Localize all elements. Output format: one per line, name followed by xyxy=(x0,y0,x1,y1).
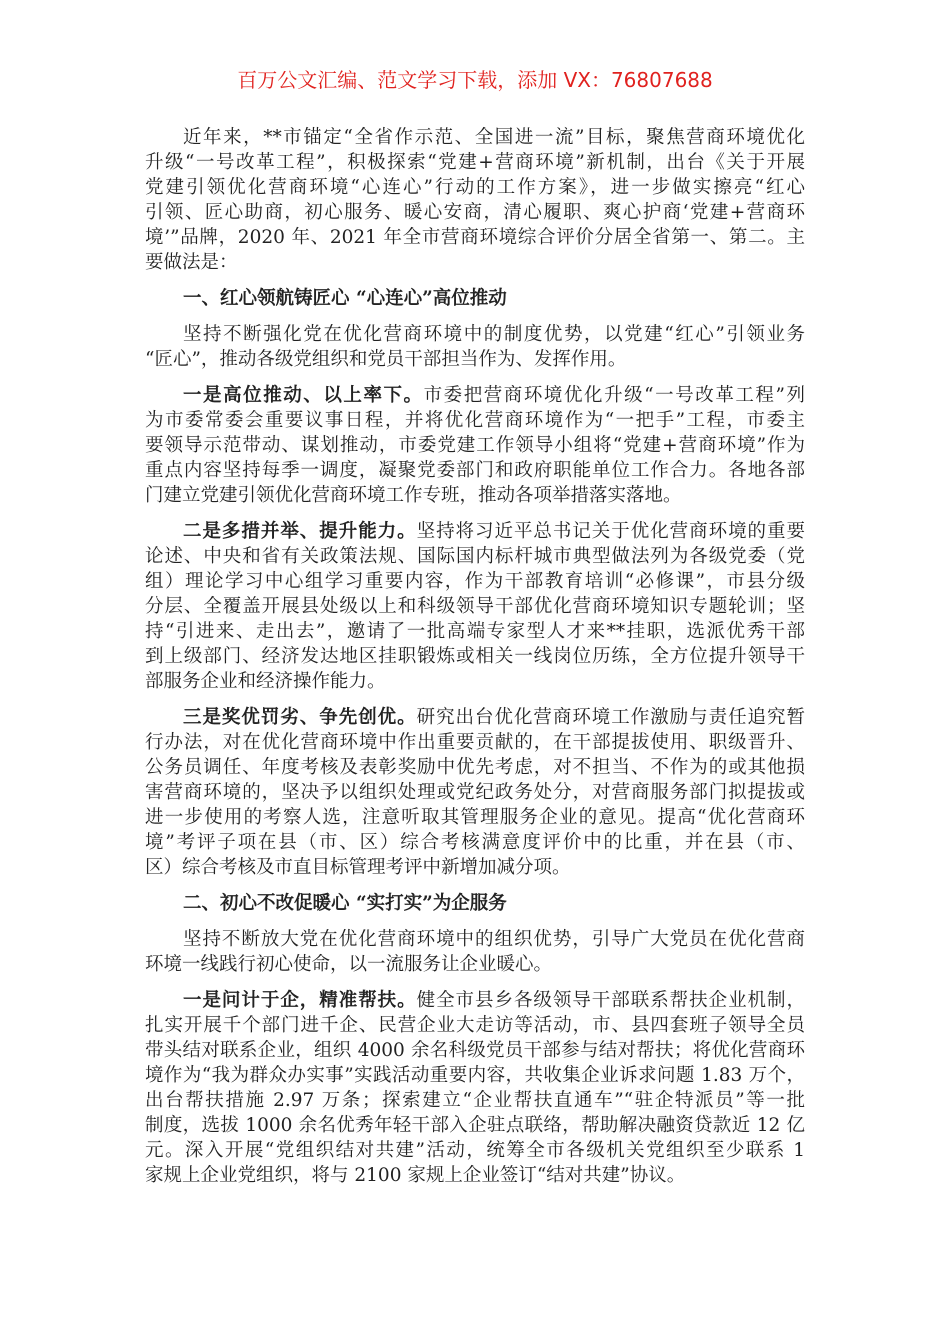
line-text: 升级“一号改革工程”，积极探索“党建+营商环境”新机制，出台《关于开展 xyxy=(145,152,805,173)
line-text: 行办法，对在优化营商环境中作出重要贡献的，在干部提拔使用、职级晋升、 xyxy=(145,732,805,753)
paragraph xyxy=(145,927,805,977)
text-line xyxy=(145,952,805,977)
line-text: 坚持不断放大党在优化营商环境中的组织优势，引导广大党员在优化营商 xyxy=(183,929,805,950)
line-text: 健全市县乡各级领导干部联系帮扶企业机制， xyxy=(416,990,805,1011)
text-line xyxy=(145,1038,805,1063)
line-text: 制度，选拔 1000 余名优秀年轻干部入企驻点联络，帮助解决融资贷款近 12 亿 xyxy=(145,1115,805,1136)
line-text: 一、红心领航铸匠心 “心连心”高位推动 xyxy=(183,288,507,309)
paragraph-lead: 一是高位推动、以上率下。 xyxy=(183,385,424,406)
text-line xyxy=(145,755,805,780)
text-line xyxy=(145,544,805,569)
text-line xyxy=(145,286,805,311)
line-text: 为市委常委会重要议事日程，并将优化营商环境作为“一把手”工程，市委主 xyxy=(145,410,805,431)
line-text: 门建立党建引领优化营商环境工作专班，推动各项举措落实落地。 xyxy=(145,485,682,506)
text-line xyxy=(145,125,805,150)
text-line xyxy=(145,1163,805,1188)
line-text: 境作为“我为群众办实事”实践活动重要内容，共收集企业诉求问题 1.83 万个， xyxy=(145,1065,805,1086)
line-text: 扎实开展千个部门进千企、民营企业大走访等活动，市、县四套班子领导全员 xyxy=(145,1015,805,1036)
line-text: 组）理论学习中心组学习重要内容，作为干部教育培训“必修课”，市县分级 xyxy=(145,571,805,592)
line-text: 坚持将习近平总书记关于优化营商环境的重要 xyxy=(416,521,805,542)
text-line xyxy=(145,619,805,644)
text-line xyxy=(145,705,805,730)
line-text: 带头结对联系企业，组织 4000 余名科级党员干部参与结对帮扶；将优化营商环 xyxy=(145,1040,805,1061)
line-text: 公务员调任、年度考核及表彰奖励中优先考虑，对不担当、不作为的或其他损 xyxy=(145,757,805,778)
line-text: 论述、中央和省有关政策法规、国际国内标杆城市典型做法列为各级党委（党 xyxy=(145,546,805,567)
line-text: 要做法是： xyxy=(145,252,238,273)
text-line xyxy=(145,891,805,916)
line-text: 持“引进来、走出去”，邀请了一批高端专家型人才来**挂职，选派优秀干部 xyxy=(145,621,805,642)
paragraph-lead: 二是多措并举、提升能力。 xyxy=(183,521,417,542)
paragraph xyxy=(145,322,805,372)
text-line xyxy=(145,383,805,408)
line-text: 出台帮扶措施 2.97 万条；探索建立“企业帮扶直通车”“驻企特派员”等一批 xyxy=(145,1090,805,1111)
line-text: 进一步使用的考察人选，注意听取其管理服务企业的意见。提高“优化营商环 xyxy=(145,807,805,828)
text-line xyxy=(145,830,805,855)
line-text: 市委把营商环境优化升级“一号改革工程”列 xyxy=(423,385,805,406)
text-line xyxy=(145,175,805,200)
text-line xyxy=(145,458,805,483)
line-text: 引领、匠心助商，初心服务、暖心安商，清心履职、爽心护商‘党建+营商环 xyxy=(145,202,805,223)
line-text: 境”考评子项在县（市、区）综合考核满意度评价中的比重，并在县（市、 xyxy=(145,832,805,853)
line-text: “匠心”，推动各级党组织和党员干部担当作为、发挥作用。 xyxy=(145,349,627,370)
text-line xyxy=(145,988,805,1013)
text-line xyxy=(145,927,805,952)
line-text: 重点内容坚持每季一调度，凝聚党委部门和政府职能单位工作合力。各地各部 xyxy=(145,460,805,481)
line-text: 境’”品牌，2020 年、2021 年全市营商环境综合评价分居全省第一、第二。主 xyxy=(145,227,805,248)
line-text: 害营商环境的，坚决予以组织处理或党纪政务处分，对营商服务部门拟提拔或 xyxy=(145,782,805,803)
paragraph-lead: 一是问计于企，精准帮扶。 xyxy=(183,990,417,1011)
text-line xyxy=(145,855,805,880)
text-line xyxy=(145,347,805,372)
line-text: 研究出台优化营商环境工作激励与责任追究暂 xyxy=(416,707,805,728)
line-text: 坚持不断强化党在优化营商环境中的制度优势，以党建“红心”引领业务 xyxy=(183,324,805,345)
text-line xyxy=(145,1013,805,1038)
text-line xyxy=(145,200,805,225)
text-line xyxy=(145,730,805,755)
text-line xyxy=(145,644,805,669)
document-body xyxy=(145,125,805,1199)
line-text: 家规上企业党组织，将与 2100 家规上企业签订“结对共建”协议。 xyxy=(145,1165,686,1186)
text-line xyxy=(145,408,805,433)
line-text: 环境一线践行初心使命，以一流服务让企业暖心。 xyxy=(145,954,553,975)
line-text: 区）综合考核及市直目标管理考评中新增加减分项。 xyxy=(145,857,571,878)
line-text: 分层、全覆盖开展县处级以上和科级领导干部优化营商环境知识专题轮训；坚 xyxy=(145,596,805,617)
text-line xyxy=(145,150,805,175)
text-line xyxy=(145,250,805,275)
text-line xyxy=(145,1063,805,1088)
text-line xyxy=(145,322,805,347)
line-text: 要领导示范带动、谋划推动，市委党建工作领导小组将“党建+营商环境”作为 xyxy=(145,435,805,456)
line-text: 到上级部门、经济发达地区挂职锻炼或相关一线岗位历练，全方位提升领导干 xyxy=(145,646,805,667)
paragraph-lead: 三是奖优罚劣、争先创优。 xyxy=(183,707,417,728)
line-text: 元。深入开展“党组织结对共建”活动，统筹全市各级机关党组织至少联系 1 xyxy=(145,1140,805,1161)
section-heading xyxy=(145,286,805,311)
text-line xyxy=(145,669,805,694)
paragraph xyxy=(145,705,805,880)
watermark-banner: 百万公文汇编、范文学习下载，添加 VX：76807688 xyxy=(237,68,713,92)
text-line xyxy=(145,1138,805,1163)
text-line xyxy=(145,519,805,544)
paragraph xyxy=(145,125,805,275)
text-line xyxy=(145,433,805,458)
text-line xyxy=(145,483,805,508)
text-line xyxy=(145,780,805,805)
line-text: 部服务企业和经济操作能力。 xyxy=(145,671,386,692)
text-line xyxy=(145,1113,805,1138)
paragraph xyxy=(145,519,805,694)
line-text: 二、初心不改促暖心 “实打实”为企服务 xyxy=(183,893,507,914)
text-line xyxy=(145,1088,805,1113)
text-line xyxy=(145,225,805,250)
text-line xyxy=(145,569,805,594)
section-heading xyxy=(145,891,805,916)
text-line xyxy=(145,805,805,830)
line-text: 党建引领优化营商环境“心连心”行动的工作方案》，进一步做实擦亮“红心 xyxy=(145,177,805,198)
line-text: 近年来，**市锚定“全省作示范、全国进一流”目标，聚焦营商环境优化 xyxy=(183,127,805,148)
paragraph xyxy=(145,383,805,508)
paragraph xyxy=(145,988,805,1188)
text-line xyxy=(145,594,805,619)
